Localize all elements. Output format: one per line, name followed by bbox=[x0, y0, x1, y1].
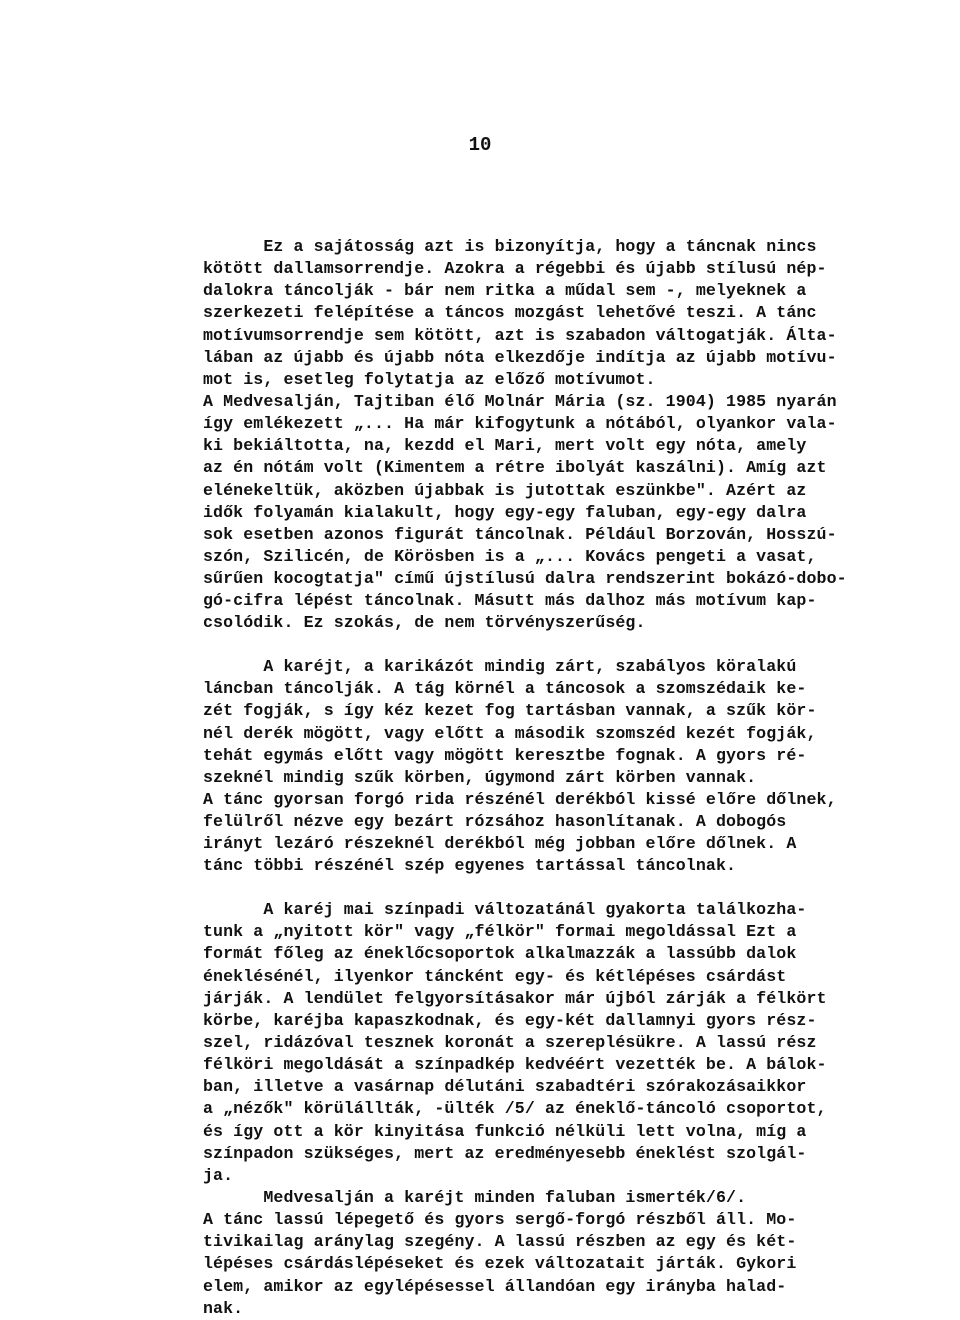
text-line: ki bekiáltotta, na, kezdd el Mari, mert volt egy nóta, amely bbox=[203, 436, 807, 456]
text-line: járják. A lendület felgyorsításakor már újból zárják a félkört bbox=[203, 988, 827, 1008]
text-line: az én nótám volt (Kimentem a rétre ibolyát kaszálni). Amíg azt bbox=[203, 458, 827, 478]
text-line: elem, amikor az egylépésessel állandóan egy irányba halad- bbox=[203, 1276, 787, 1296]
text-line: tunk a „nyitott kör" vagy „félkör" formai megoldással Ezt a bbox=[203, 922, 797, 942]
text-line: körbe, karéjba kapaszkodnak, és egy-két dallamnyi gyors rész- bbox=[203, 1010, 817, 1030]
text-line: Ez a sajátosság azt is bizonyítja, hogy a táncnak nincs bbox=[203, 237, 817, 256]
text-line: Medvesalján a karéjt minden faluban ismerték/6/. bbox=[203, 1187, 747, 1207]
text-line: tehát egymás előtt vagy mögött keresztbe fognak. A gyors ré- bbox=[203, 745, 807, 765]
text-line: szel, ridázóval tesznek koronát a szereplésükre. A lassú rész bbox=[203, 1032, 817, 1052]
text-line: lában az újabb és újabb nóta elkezdője indítja az újabb motívu- bbox=[203, 347, 837, 367]
paragraph-spacer bbox=[203, 878, 960, 900]
body-text bbox=[203, 236, 960, 1320]
text-line: színpadon szükséges, mert az eredményesebb éneklést szolgál- bbox=[203, 1143, 807, 1163]
text-line: A tánc lassú lépegető és gyors sergő-forgó részből áll. Mo- bbox=[203, 1210, 797, 1230]
text-line: A Medvesalján, Tajtiban élő Molnár Mária (sz. 1904) 1985 nyarán bbox=[203, 391, 837, 411]
text-line: zét fogják, s így kéz kezet fog tartásban vannak, a szűk kör- bbox=[203, 701, 817, 721]
text-line: elénekeltük, aközben újabbak is jutottak eszünkbe". Azért az bbox=[203, 480, 807, 500]
text-line: felülről nézve egy bezárt rózsához hasonlítanak. A dobogós bbox=[203, 812, 787, 832]
text-line: idők folyamán kialakult, hogy egy-egy faluban, egy-egy dalra bbox=[203, 502, 807, 522]
text-line: láncban táncolják. A tág körnél a táncosok a szomszédaik ke- bbox=[203, 679, 807, 699]
text-line: lépéses csárdáslépéseket és ezek változatait járták. Gykori bbox=[203, 1254, 797, 1274]
text-line: formát főleg az éneklőcsoportok alkalmazzák a lassúbb dalok bbox=[203, 944, 797, 964]
text-line: motívumsorrendje sem kötött, azt is szabadon váltogatják. Álta- bbox=[203, 325, 837, 345]
text-line: tánc többi részénél szép egyenes tartással táncolnak. bbox=[203, 856, 737, 876]
paragraph-3 bbox=[203, 899, 960, 1320]
text-line: szeknél mindig szűk körben, úgymond zárt körben vannak. bbox=[203, 767, 757, 787]
text-line: tivikailag aránylag szegény. A lassú részben az egy és két- bbox=[203, 1232, 797, 1252]
text-line: és így ott a kör kinyitása funkció nélküli lett volna, míg a bbox=[203, 1121, 807, 1141]
paragraph-2 bbox=[203, 656, 960, 877]
text-line: éneklésénél, ilyenkor táncként egy- és kétlépéses csárdást bbox=[203, 966, 787, 986]
text-line: nél derék mögött, vagy előtt a második szomszéd kezét fogják, bbox=[203, 723, 817, 743]
text-line: így emlékezett „... Ha már kifogytunk a nótából, olyankor vala- bbox=[203, 414, 837, 434]
text-line: félköri megoldását a színpadkép kedvéért vezették be. A bálok- bbox=[203, 1055, 827, 1075]
text-line: szón, Szilicén, de Körösben is a „... Kovács pengeti a vasat, bbox=[203, 546, 817, 566]
text-line: sok esetben azonos figurát táncolnak. Például Borzován, Hosszú- bbox=[203, 524, 837, 544]
text-line: gó-cifra lépést táncolnak. Másutt más dalhoz más motívum kap- bbox=[203, 591, 817, 611]
text-line: irányt lezáró részeknél derékból még jobban előre dőlnek. A bbox=[203, 834, 797, 854]
text-line: ja. bbox=[203, 1165, 234, 1185]
text-line: a „nézők" körülállták, -ülték /5/ az éneklő-táncoló csoportot, bbox=[203, 1099, 827, 1119]
text-line: ban, illetve a vasárnap délutáni szabadtéri szórakozásaikkor bbox=[203, 1077, 807, 1097]
page-number: 10 bbox=[468, 134, 492, 156]
text-line: kötött dallamsorrendje. Azokra a régebbi és újabb stílusú nép- bbox=[203, 259, 827, 279]
text-line: A tánc gyorsan forgó rida részénél derékból kissé előre dőlnek, bbox=[203, 789, 837, 809]
paragraph-1 bbox=[203, 236, 960, 635]
text-line: nak. bbox=[203, 1298, 244, 1318]
text-line: sűrűen kocogtatja" című újstílusú dalra rendszerint bokázó-dobo- bbox=[203, 569, 847, 589]
text-line: dalokra táncolják - bár nem ritka a műdal sem -, melyeknek a bbox=[203, 281, 807, 301]
paragraph-spacer bbox=[203, 635, 960, 657]
text-line: mot is, esetleg folytatja az előző motívumot. bbox=[203, 369, 656, 389]
text-line: A karéjt, a karikázót mindig zárt, szabályos köralakú bbox=[203, 657, 797, 677]
text-line: A karéj mai színpadi változatánál gyakorta találkozha- bbox=[203, 900, 807, 920]
text-line: szerkezeti felépítése a táncos mozgást lehetővé teszi. A tánc bbox=[203, 303, 817, 323]
text-line: csolódik. Ez szokás, de nem törvényszerűség. bbox=[203, 613, 646, 633]
